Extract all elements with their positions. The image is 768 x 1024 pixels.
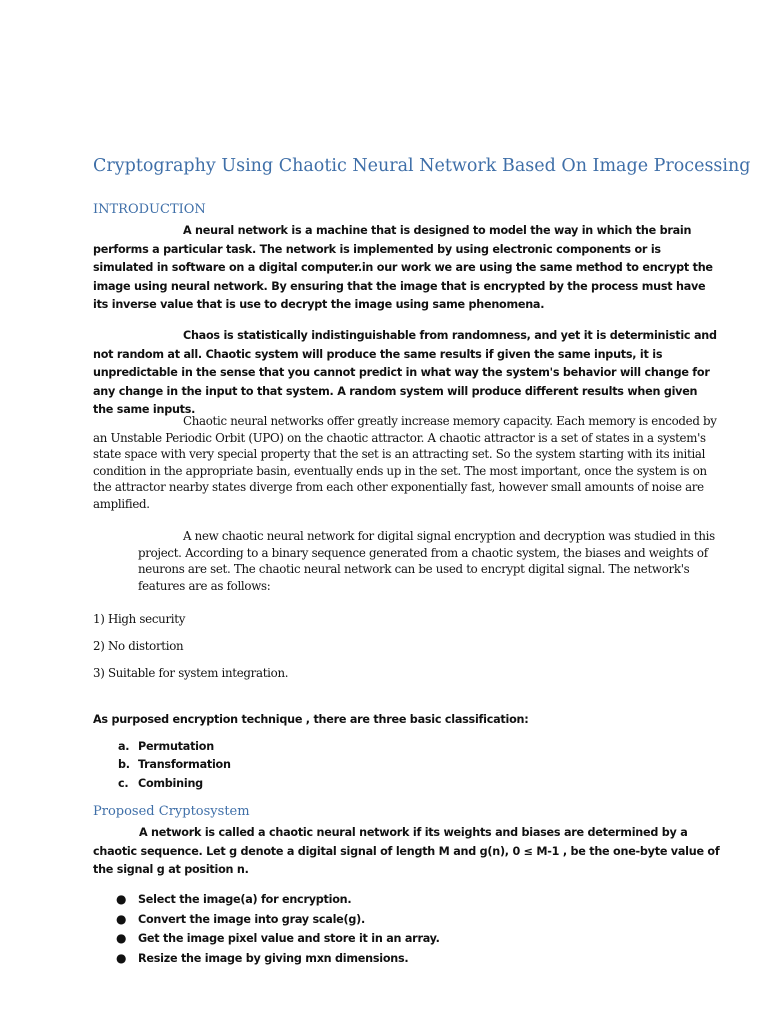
document-title: Cryptography Using Chaotic Neural Network Based On Image Processing [93, 156, 751, 176]
bullet-icon: ● [116, 931, 127, 946]
list-item-label: Combining [138, 776, 203, 790]
list-marker: a. [118, 740, 130, 753]
bullet-icon: ● [116, 911, 127, 926]
classification-list [118, 738, 231, 793]
list-item-label: Transformation [138, 758, 231, 772]
proposed-paragraph: A network is called a chaotic neural network if its weights and biases are determined by a chaotic sequence. Let g denote a digital signal of length M and g(n), 0 ≤ M-1 , be the one-byte value of the signal g at position n. [93, 826, 720, 876]
list-item [118, 775, 231, 793]
feature-item: 3) Suitable for system integration. [93, 666, 289, 680]
list-item [116, 890, 440, 910]
list-item [116, 929, 440, 949]
bullet-icon: ● [116, 892, 127, 906]
list-marker: b. [118, 758, 130, 772]
bullet-icon: ● [116, 950, 127, 965]
introduction-heading: INTRODUCTION [93, 202, 206, 217]
feature-item: 2) No distortion [93, 639, 184, 653]
intro-paragraph-neural-network: A neural network is a machine that is designed to model the way in which the brain performs a particular task. The network is implemented by using electronic components or is simulated in software on a digital computer.in our work we are using the same method to encrypt the image using neural network. By ensuring that the image that is encrypted by the process must have its inverse value that is use to decrypt the image using same phenomena. [93, 224, 713, 311]
steps-list [116, 890, 440, 968]
classification-intro: As purposed encryption technique , there are three basic classification: [93, 713, 529, 726]
feature-item: 1) High security [93, 612, 186, 626]
intro-paragraph-chaos: Chaos is statistically indistinguishable from randomness, and yet it is deterministic and not random at all. Chaotic system will produce the same results if given the same inputs, it is unpredictable in the sense that you cannot predict in what way the system's behavior will change for any change in the input to that system. A random system will produce different results when given the same inputs. [93, 329, 717, 416]
list-item-label: Resize the image by giving mxn dimensions. [138, 951, 409, 965]
list-item-label: Convert the image into gray scale(g). [138, 912, 365, 926]
proposed-cryptosystem-heading: Proposed Cryptosystem [93, 804, 250, 819]
list-marker: c. [118, 776, 129, 790]
intro-paragraph-project: A new chaotic neural network for digital signal encryption and decryption was studied in this project. According to a binary sequence generated from a chaotic system, the biases and weights of neurons are set. The chaotic neural network can be used to encrypt digital signal. The network's features are as follows: [138, 529, 715, 593]
list-item [116, 910, 440, 930]
list-item [116, 949, 440, 969]
list-item-label: Get the image pixel value and store it in an array. [138, 932, 440, 946]
intro-paragraph-chaotic-networks: Chaotic neural networks offer greatly increase memory capacity. Each memory is encoded by an Unstable Periodic Orbit (UPO) on the chaotic attractor. A chaotic attractor is a set of states in a system's state space with very special property that the set is an attracting set. So the system starting with its initial condition in the appropriate basin, eventually ends up in the set. The most important, once the system is on the attractor nearby states diverge from each other exponentially fast, however small amounts of noise are amplified. [93, 414, 717, 511]
list-item [118, 756, 231, 774]
list-item-label: Select the image(a) for encryption. [138, 893, 352, 906]
list-item [118, 738, 231, 756]
list-item-label: Permutation [138, 740, 214, 753]
